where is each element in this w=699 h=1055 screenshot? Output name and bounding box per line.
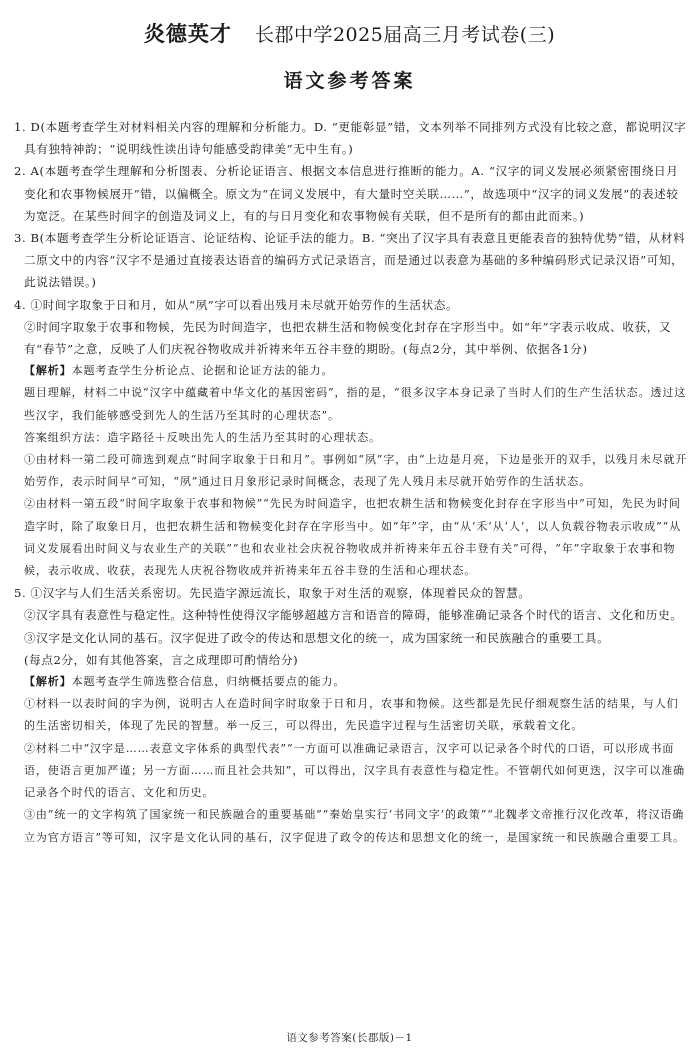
- q5-analysis-para1: ①材料一以表时间的字为例，说明古人在造时间字时取象于日和月，农事和物候。这些都是先民仔细观察生活的结果，与人们的生活密切相关，体现了先民的智慧。举一反三，可以得出，先民造字过程与生活密切关联，承载着文化。: [24, 697, 679, 733]
- answer-q5-scoring: (每点2分，如有其他答案，言之成理即可酌情给分): [24, 652, 299, 667]
- q4-analysis-heading: [14, 360, 688, 382]
- analysis-text: 本题考查学生筛选整合信息，归纳概括要点的能力。: [71, 675, 346, 689]
- brand-logo-text: 炎德英才: [143, 22, 232, 46]
- answer-q5-point1: 5. ①汉字与人们生活关系密切。先民造字源远流长，取象于对生活的观察，体现着民众的智慧。: [14, 586, 531, 601]
- analysis-tag: 【解析】: [24, 364, 72, 378]
- answer-q2: 2. A(本题考查学生理解和分析图表、分析论证语言、根据文本信息进行推断的能力。A. “汉字的词义发展必须紧密围绕日月变化和农事物候展开”错，以偏概全。原文为“在词义发展中，有大量时空关联……”，故选项中“汉字的词义发展”的表述较为宽泛。在某些时间字的创造及词义上，有的与日月变化和农事物候有关联，但不是所有的都由此而来。): [14, 164, 679, 223]
- document-title: 语文参考答案: [283, 70, 416, 92]
- exam-title: 长郡中学2025届高三月考试卷(三): [254, 24, 556, 46]
- q5-analysis-para2: ②材料二中“汉字是……表意文字体系的典型代表”“一方面可以准确记录语言，汉字可以记录各个时代的口语，可以形成书面语，使语言更加严谨；另一方面……而且社会共知”，可以得出，汉字具有表意性与稳定性。不管朝代如何更迭，汉字可以准确记录各个时代的语言、文化和历史。: [24, 741, 686, 800]
- analysis-text: 本题考查学生分析论点、论据和论证方法的能力。: [71, 364, 334, 378]
- q4-analysis-para4: ②由材料一第五段“时间字取象于农事和物候”“先民为时间造字，也把农耕生活和物候变化封存在字形当中”可知，先民为时间造字时，除了取象日月，也把农耕生活和物候变化封存在字形当中。如“年”字，由“从‘禾’从‘人’，以人负载谷物表示收成”“从词义发展看出时间义与农业生产的关联”“也和农业社会庆祝谷物收成并祈祷来年五谷丰登有关”可得，“年”字取象于农事和物候，表示收成、收获，表现先人庆祝谷物收成并祈祷来年五谷丰登的生活和心理状态。: [24, 497, 682, 578]
- answer-q5-point2: ②汉字具有表意性与稳定性。这种特性使得汉字能够超越方言和语音的障碍，能够准确记录各个时代的语言、文化和历史。: [24, 608, 683, 623]
- answer-q4-point2: ②时间字取象于农事和物候，先民为时间造字，也把农耕生活和物候变化封存在字形当中。如“年”字表示收成、收获，又有“春节”之意，反映了人们庆祝谷物收成并祈祷来年五谷丰登的期盼。(每点2分，其中举例、依据各1分): [24, 319, 672, 357]
- analysis-tag: 【解析】: [24, 675, 72, 689]
- answer-content: [14, 116, 688, 849]
- q4-analysis-para2: 答案组织方法：造字路径＋反映出先人的生活乃至其时的心理状态。: [24, 430, 381, 444]
- q5-analysis-para3: ③由“统一的文字构筑了国家统一和民族融合的重要基础”“秦始皇实行‘书同文字’的政策”“北魏孝文帝推行汉化改革，将汉语确立为官方语言”等可知，汉字是文化认同的基石，汉字促进了政令的传达和思想文化的统一，是国家统一和民族融合重要工具。: [24, 808, 686, 844]
- answer-q4-point1: 4. ①时间字取象于日和月，如从“夙”字可以看出残月未尽就开始劳作的生活状态。: [14, 297, 459, 312]
- answer-q3: 3. B(本题考查学生分析论证语言、论证结构、论证手法的能力。B. “突出了汉字具有表意且更能表音的独特优势”错，从材料二原文中的内容“汉字不是通过直接表达语音的编码方式记录语言，而是通过以表意为基础的多种编码形式记录汉语”可知，此说法错误。): [14, 231, 686, 290]
- page-footer: 语文参考答案(长郡版)－1: [286, 1032, 413, 1044]
- page-header: [0, 18, 699, 48]
- q4-analysis-para1: 题目理解，材料二中说“汉字中蕴藏着中华文化的基因密码”，指的是，“很多汉字本身记录了当时人们的生产生活状态。透过这些汉字，我们能够感受到先人的生活乃至其时的心理状态”。: [24, 386, 687, 422]
- q5-analysis-heading: [14, 671, 688, 693]
- q4-analysis-para3: ①由材料一第二段可筛选到观点“时间字取象于日和月”。事例如“夙”字，由“上边是月亮，下边是张开的双手，以残月未尽就开始劳作，表示时间早”可知，“夙”通过日月象形记录时间概念，表现了先人残月未尽就开始劳作的生活状态。: [24, 453, 688, 489]
- answer-q5-point3: ③汉字是文化认同的基石。汉字促进了政令的传达和思想文化的统一，成为国家统一和民族融合的重要工具。: [24, 630, 610, 645]
- answer-q1: 1. D(本题考查学生对材料相关内容的理解和分析能力。D. “更能彰显”错，文本列举不同排列方式没有比较之意，都说明汉字具有独特神韵；“说明线性读出诗句能感受韵律美”无中生有。): [14, 120, 687, 157]
